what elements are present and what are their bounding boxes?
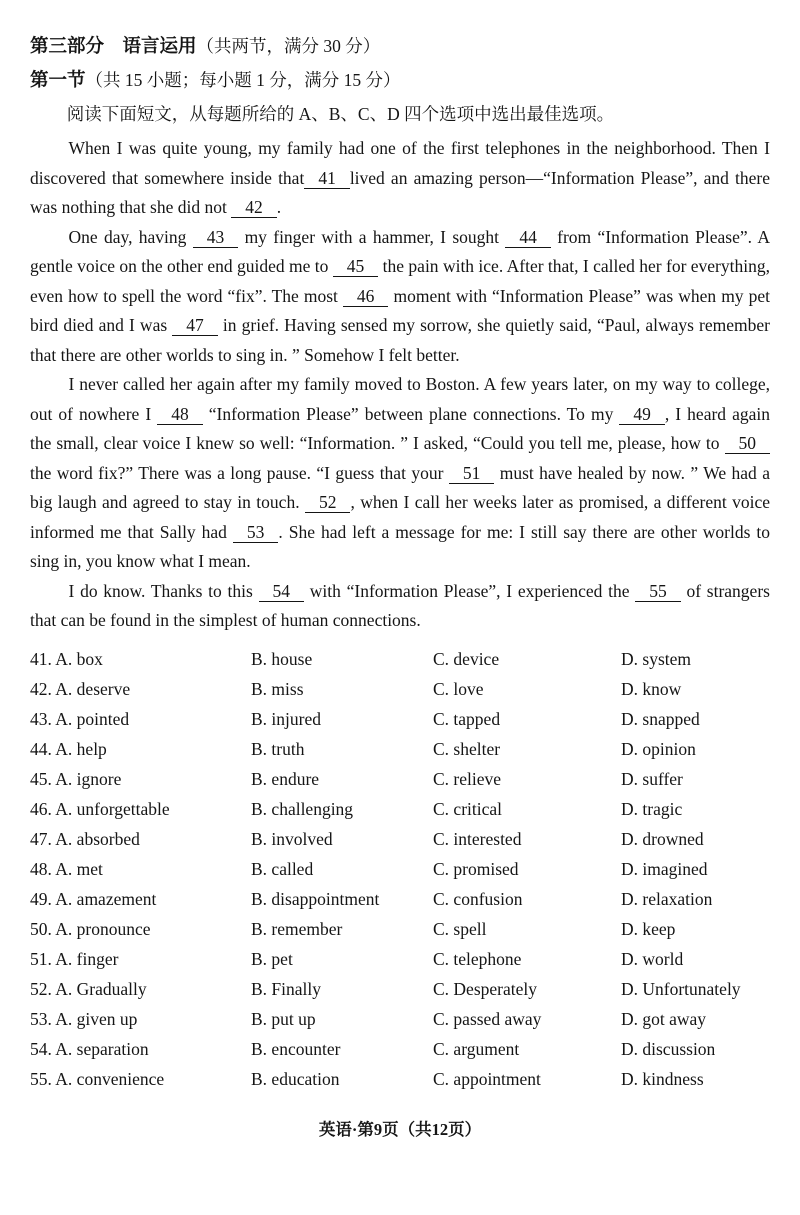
question-number-and-option-a: 43. A. pointed — [30, 708, 130, 729]
option-c: C. interested — [433, 828, 522, 849]
question-row-54 — [30, 1034, 770, 1064]
option-d: D. kindness — [621, 1068, 704, 1089]
option-d: D. world — [621, 948, 684, 969]
option-c: C. promised — [433, 858, 519, 879]
option-d: D. system — [621, 648, 691, 669]
question-number-and-option-a: 44. A. help — [30, 738, 107, 759]
option-d: D. tragic — [621, 798, 683, 819]
question-number-and-option-a: 53. A. given up — [30, 1008, 138, 1029]
question-number-and-option-a: 42. A. deserve — [30, 678, 131, 699]
question-row-53 — [30, 1004, 770, 1034]
question-number-and-option-a: 48. A. met — [30, 858, 103, 879]
option-b: B. challenging — [251, 798, 354, 819]
option-c: C. shelter — [433, 738, 501, 759]
question-row-50 — [30, 914, 770, 944]
option-d: D. know — [621, 678, 682, 699]
passage-paragraph: I never called her again after my family moved to Boston. A few years later, on my way to college, out of nowhere I 48 “Information Please” between plane connections. To my 49 , I heard again the small, clear voice I knew so well: “Information. ” I asked, “Could you tell me, please, how to 50 the word fix?” There was a long pause. “I guess that your 51 must have healed by now. ” We had a big laugh and agreed to stay in touch. 52 , when I call her weeks later as promised, a different voice informed me that Sally had 53 . She had left a message for me: I still say there are other worlds to sing in, you know what I mean. — [30, 374, 771, 571]
option-c: C. telephone — [433, 948, 522, 969]
option-d: D. keep — [621, 918, 676, 939]
question-number-and-option-a: 45. A. ignore — [30, 768, 122, 789]
option-c: C. Desperately — [433, 978, 537, 999]
question-row-52 — [30, 974, 770, 1004]
option-b: B. education — [251, 1068, 340, 1089]
question-row-55 — [30, 1064, 770, 1094]
cloze-blank-43: 43 — [193, 227, 239, 248]
question-row-46 — [30, 794, 770, 824]
question-row-51 — [30, 944, 770, 974]
option-c: C. device — [433, 648, 500, 669]
option-b: B. pet — [251, 948, 293, 969]
option-d: D. opinion — [621, 738, 696, 759]
option-d: D. drowned — [621, 828, 704, 849]
cloze-blank-41: 41 — [304, 168, 350, 189]
question-row-45 — [30, 764, 770, 794]
question-row-48 — [30, 854, 770, 884]
question-number-and-option-a: 47. A. absorbed — [30, 828, 140, 849]
option-c: C. passed away — [433, 1008, 542, 1029]
option-d: D. discussion — [621, 1038, 716, 1059]
cloze-blank-55: 55 — [635, 581, 681, 602]
option-b: B. injured — [251, 708, 321, 729]
part-heading — [30, 30, 770, 64]
question-row-42 — [30, 674, 770, 704]
option-c: C. spell — [433, 918, 487, 939]
cloze-blank-45: 45 — [333, 256, 379, 277]
option-b: B. put up — [251, 1008, 316, 1029]
question-row-44 — [30, 734, 770, 764]
option-b: B. miss — [251, 678, 304, 699]
cloze-blank-44: 44 — [505, 227, 551, 248]
cloze-blank-49: 49 — [619, 404, 665, 425]
question-number-and-option-a: 46. A. unforgettable — [30, 798, 170, 819]
part-title: 第三部分 语言运用 — [30, 37, 197, 57]
option-b: B. encounter — [251, 1038, 341, 1059]
option-d: D. Unfortunately — [621, 978, 741, 999]
page-footer: 英语·第9页（共12页） — [318, 1119, 482, 1139]
question-number-and-option-a: 51. A. finger — [30, 948, 119, 969]
cloze-blank-48: 48 — [157, 404, 203, 425]
question-row-43 — [30, 704, 770, 734]
option-b: B. house — [251, 648, 313, 669]
question-row-41 — [30, 644, 770, 674]
option-b: B. remember — [251, 918, 343, 939]
cloze-blank-53: 53 — [233, 522, 279, 543]
section-title: 第一节 — [30, 71, 86, 91]
option-c: C. relieve — [433, 768, 502, 789]
cloze-blank-46: 46 — [343, 286, 389, 307]
section-note: （共 15 小题；每小题 1 分，满分 15 分） — [85, 70, 401, 90]
passage-paragraph: When I was quite young, my family had one of the first telephones in the neighborhood. Then I discovered that somewhere inside that 41 lived an amazing person—“Information Please”, and there was nothing that she did not 42 . — [30, 138, 770, 217]
question-row-47 — [30, 824, 770, 854]
option-b: B. truth — [251, 738, 305, 759]
question-number-and-option-a: 54. A. separation — [30, 1038, 149, 1059]
passage — [30, 134, 770, 636]
option-c: C. confusion — [433, 888, 523, 909]
cloze-blank-50: 50 — [725, 433, 771, 454]
option-b: B. involved — [251, 828, 333, 849]
cloze-blank-52: 52 — [305, 492, 351, 513]
cloze-blank-54: 54 — [259, 581, 305, 602]
cloze-blank-42: 42 — [231, 197, 277, 218]
option-c: C. argument — [433, 1038, 520, 1059]
option-d: D. got away — [621, 1008, 707, 1029]
option-b: B. called — [251, 858, 314, 879]
option-d: D. relaxation — [621, 888, 713, 909]
question-row-49 — [30, 884, 770, 914]
option-b: B. Finally — [251, 978, 322, 999]
option-d: D. suffer — [621, 768, 683, 789]
option-c: C. appointment — [433, 1068, 541, 1089]
question-number-and-option-a: 55. A. convenience — [30, 1068, 165, 1089]
question-number-and-option-a: 50. A. pronounce — [30, 918, 151, 939]
option-d: D. snapped — [621, 708, 700, 729]
option-b: B. endure — [251, 768, 320, 789]
option-d: D. imagined — [621, 858, 708, 879]
question-number-and-option-a: 52. A. Gradually — [30, 978, 147, 999]
passage-paragraph: I do know. Thanks to this 54 with “Information Please”, I experienced the 55 of strangers that can be found in the simplest of human connections. — [30, 580, 770, 630]
question-number-and-option-a: 41. A. box — [30, 648, 103, 669]
part-note: （共两节，满分 30 分） — [196, 36, 381, 56]
instructions: 阅读下面短文，从每题所给的 A、B、C、D 四个选项中选出最佳选项。 — [66, 104, 615, 124]
passage-paragraph: One day, having 43 my finger with a hammer, I sought 44 from “Information Please”. A gentle voice on the other end guided me to 45 the pain with ice. After that, I called her for everything, even how to spell the word “fix”. The most 46 moment with “Information Please” was when my pet bird died and I was 47 in grief. Having sensed my sorrow, she quietly said, “Paul, always remember that there are other worlds to sing in. ” Somehow I felt better. — [30, 226, 770, 365]
options-table — [30, 644, 770, 1094]
option-b: B. disappointment — [251, 888, 380, 909]
option-c: C. tapped — [433, 708, 501, 729]
option-c: C. love — [433, 678, 484, 699]
cloze-blank-51: 51 — [449, 463, 495, 484]
section-heading — [30, 64, 770, 98]
question-number-and-option-a: 49. A. amazement — [30, 888, 157, 909]
cloze-blank-47: 47 — [172, 315, 218, 336]
option-c: C. critical — [433, 798, 503, 819]
